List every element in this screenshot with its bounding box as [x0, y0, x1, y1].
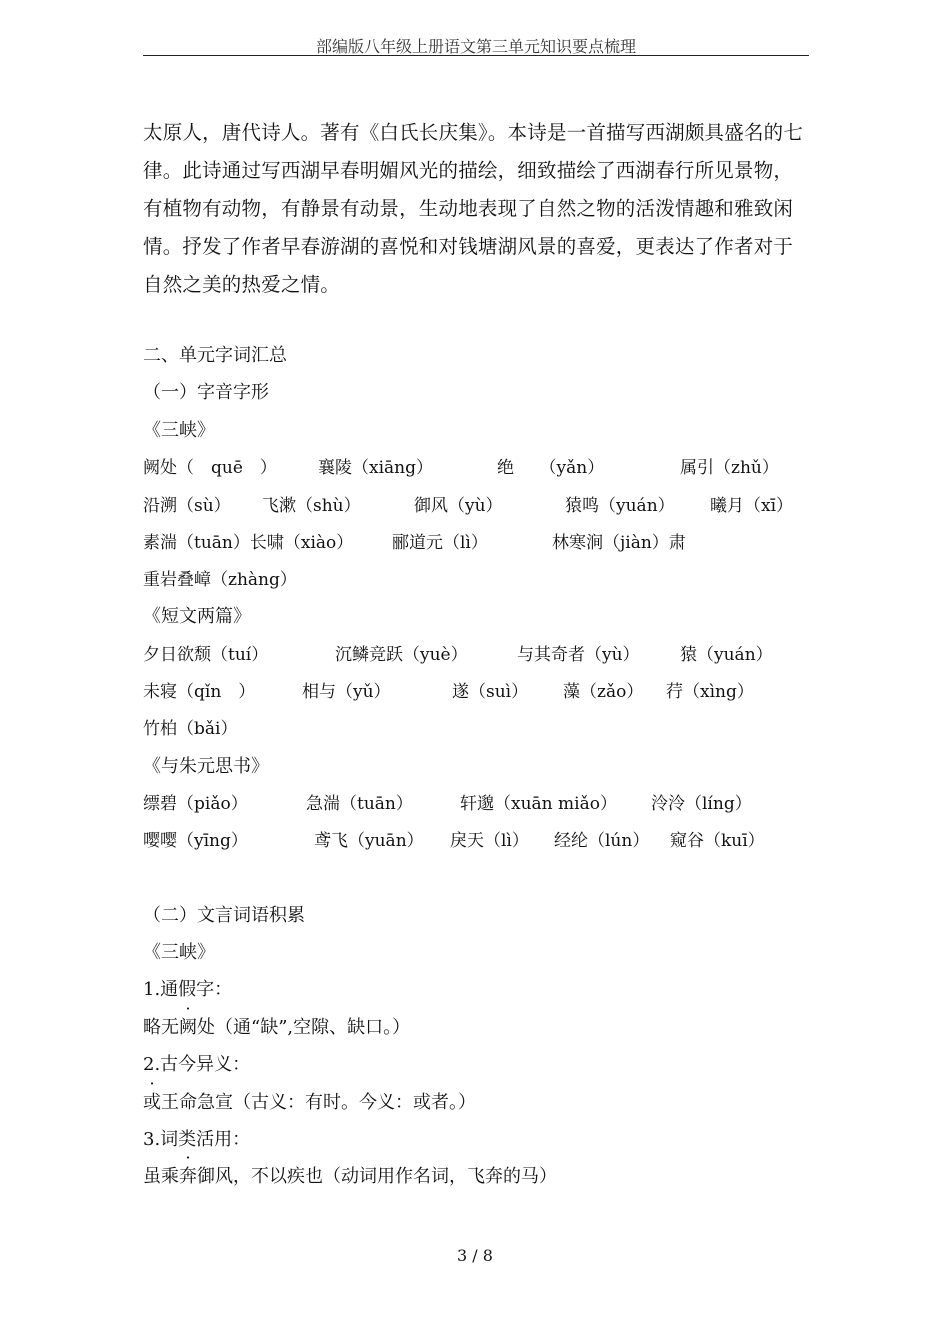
subsection-classical-words: （二）文言词语积累 [143, 905, 305, 926]
tongjia-label: 1.通假字： [143, 979, 233, 1000]
zhuyuansi-title: 《与朱元思书》 [143, 756, 269, 777]
emphasis-dot-char: 奔 [179, 1166, 197, 1187]
subsection-pronunciation: （一）字音字形 [143, 382, 269, 403]
duanwen-title: 《短文两篇》 [143, 606, 251, 627]
vocab-item: 襄陵（xiāng） [318, 458, 433, 478]
vocab-item: 遂（suì） [452, 682, 529, 702]
page-number: 3 / 8 [457, 1246, 493, 1265]
vocab-item: 荇（xìng） [666, 682, 754, 702]
vocab-item: 戾天（lì） [450, 831, 529, 851]
tongjia-example [143, 1016, 410, 1040]
intro-paragraph: 太原人，唐代诗人。著有《白氏长庆集》。本诗是一首描写西湖颇具盛名的七律。此诗通过写西湖早春明媚风光的描绘，细致描绘了西湖春行所见景物，有植物有动物，有静景有动景，生动地表现了自然之物的活泼情趣和雅致闲情。抒发了作者早春游湖的喜悦和对钱塘湖风景的喜爱，更表达了作者对于自然之美的热爱之情。 [143, 121, 804, 296]
vocab-item: 与其奇者（yù） [517, 645, 640, 665]
text-fragment: 处（通“缺”,空隙、缺口。） [197, 1017, 411, 1038]
text-fragment: 王命急宣（古义：有时。今义：或者。） [161, 1092, 476, 1113]
cilei-example [143, 1165, 557, 1189]
page-header: 部编版八年级上册语文第三单元知识要点梳理 [315, 37, 636, 56]
vocab-item: 飞漱（shù） [262, 496, 361, 516]
sanxia2-title: 《三峡》 [143, 942, 215, 963]
vocab-item: 急湍（tuān） [306, 794, 413, 814]
vocab-item: 轩邈（xuān miǎo） [460, 794, 617, 814]
gujin-example [143, 1091, 476, 1115]
vocab-item: 泠泠（líng） [651, 794, 752, 814]
vocab-item: 阙处（ quē ） [143, 458, 277, 478]
vocab-item: 属引（zhǔ） [680, 458, 779, 478]
header-rule [143, 55, 809, 56]
vocab-item: 重岩叠嶂（zhàng） [143, 570, 297, 590]
sanxia-title: 《三峡》 [143, 420, 215, 441]
text-fragment: 御风，不以疾也（动词用作名词，飞奔的马） [197, 1166, 557, 1187]
vocab-item: 林寒涧（jiàn）肃 [552, 533, 686, 553]
vocab-item: 猿（yuán） [680, 645, 773, 665]
emphasis-dot-char: 阙 [179, 1017, 197, 1038]
emphasis-dot-char: 或 [143, 1092, 161, 1113]
text-fragment: 略无 [143, 1017, 179, 1038]
vocab-item: 绝 （yǎn） [497, 458, 605, 478]
vocab-item: 曦月（xī） [710, 496, 794, 516]
vocab-item: 猿鸣（yuán） [565, 496, 675, 516]
vocab-item: 郦道元（lì） [392, 533, 488, 553]
vocab-item: 沿溯（sù） [143, 496, 231, 516]
vocab-item: 沉鳞竞跃（yuè） [335, 645, 468, 665]
vocab-item: 鸢飞（yuān） [314, 831, 424, 851]
text-fragment: 虽乘 [143, 1166, 179, 1187]
vocab-item: 窥谷（kuī） [670, 831, 765, 851]
vocab-item: 未寝（qǐn ） [143, 682, 256, 702]
vocab-item: 缥碧（piǎo） [143, 794, 248, 814]
gujin-label: 2.古今异义： [143, 1054, 251, 1075]
vocab-item: 素湍（tuān）长啸（xiào） [143, 533, 354, 553]
vocab-item: 相与（yǔ） [302, 682, 391, 702]
vocab-item: 竹柏（bǎi） [143, 719, 238, 739]
vocab-item: 嘤嘤（yīng） [143, 831, 248, 851]
vocab-item: 藻（zǎo） [563, 682, 644, 702]
vocab-item: 御风（yù） [414, 496, 503, 516]
vocab-item: 经纶（lún） [554, 831, 650, 851]
vocab-item: 夕日欲颓（tuí） [143, 645, 269, 665]
cilei-label: 3.词类活用： [143, 1129, 251, 1150]
section-heading: 二、单元字词汇总 [143, 345, 287, 366]
